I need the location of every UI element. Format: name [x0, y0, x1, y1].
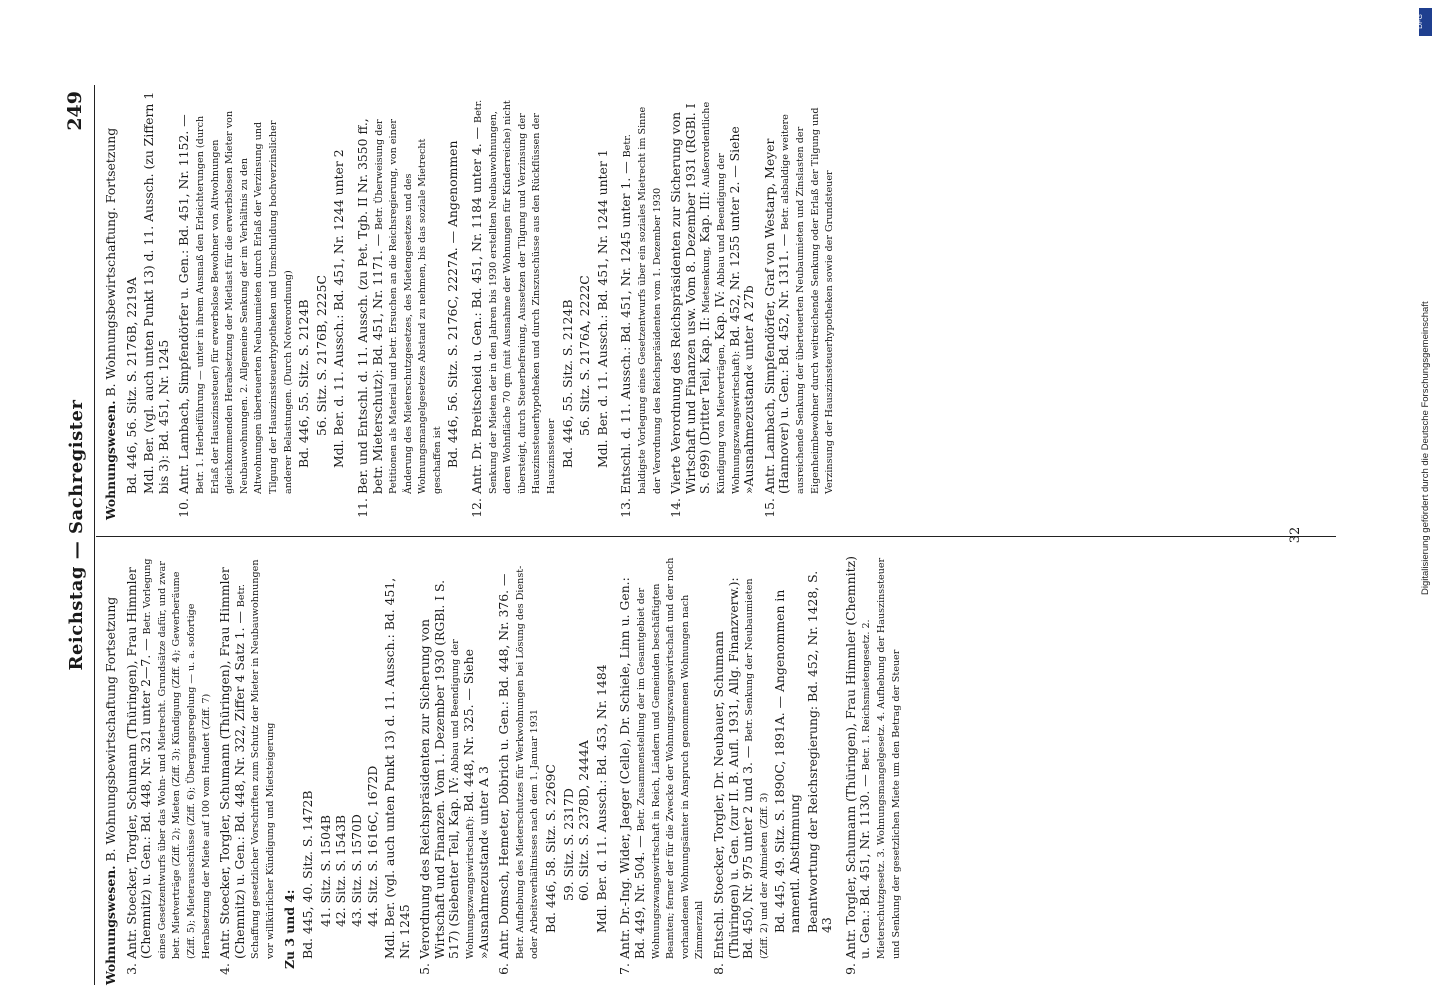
document-page — [60, 85, 1360, 985]
entry-5: 5. Verordnung des Reichspräsidenten zur Sicherung von Wirtschaft und Finanzen. Vom 1. Dezember 1930 (RGBl. I S. 517) (Siebenter Teil, Kap. IV: Abbau und Beendigung der Wohnungszwangswirtschaft): Bd. 448, Nr. 325. — Siehe »Ausnahmezustand« unter A 3 — [417, 579, 491, 975]
funding-note-text: Digitalisierung gefördert durch die Deutsche Forschungsgemeinschaft — [1420, 301, 1431, 595]
subheading: Zu 3 und 4: — [281, 889, 297, 969]
reference-line: Mdl. Ber. (vgl. auch unten Punkt 13) d. 11. Aussch.: Bd. 451, Nr. 1245 — [382, 577, 412, 959]
entry-7: 7. Antr. Dr.-Ing. Wider, Jaeger (Celle), Dr. Schiele, Linn u. Gen.: Bd. 449, Nr. 504. — Betr. Zusammenstellung der im Gesamtgebiet der Wohnungszwangswirtschaft in Reich, Ländern und Gemeinden beschäftigten Beamten; ferner der für die Zwecke der Wohnungszwangswirtschaft und der noch vorhandenen Wohnungsämter in Anspruch genommenen Wohnungen nach Zimmerzahl — [617, 557, 706, 975]
left-column — [104, 555, 906, 985]
header-title: Reichstag — Sachregister — [66, 399, 87, 671]
entry-13: 13. Entschl. d. 11. Aussch.: Bd. 451, Nr. 1245 unter 1. — Betr. baldigste Vorlegung eines Gesetzentwurfs über ein soziales Mietrecht im Sinne der Verordnung des Reichspräsidenten vom 1. Dezember 1930 — [618, 106, 663, 518]
reference-line: Mdl. Ber. (vgl. auch unten Punkt 13) d. 11. Aussch. (zu Ziffern 1 bis 3): Bd. 451, Nr. 1245 — [141, 91, 171, 494]
entry-10: 10. Antr. Lambach, Simpfendörfer u. Gen.: Bd. 451, Nr. 1152. — Betr. 1. Herbeiführung — unter in ihrem Ausmaß den Erleichterungen (durch Erlaß der Hauszinssteuer) für erwerbslose Bewohner von Altwohnungen gleichkommenden Herabsetzung der Mietlast für die erwerbslosen Mieter von Neubauwohnungen. 2. Allgemeine Senkung der im Verhältnis zu den Altwohnungen überteuerten Neubaumieten durch Erlaß der Verzinsung und Tilgung der Hauszinssteuerhypotheken und Umschuldung hochverzinslicher anderer Belastungen. (Durch Notverordnung) Bd. 446, 55. Sitz. S. 2124B 56. Sitz. S. 2176B, 2225C Mdl. Ber. d. 11. Aussch.: Bd. 451, Nr. 1244 unter 2 — [176, 110, 347, 518]
section-heading: Wohnungswesen. B. Wohnungsbewirtschaftung Fortsetzung — [103, 596, 118, 985]
dfg-logo: DFG — [1419, 8, 1432, 36]
column-divider — [96, 536, 1336, 537]
reference-line: 44. Sitz. S. 1616C, 1672D — [364, 765, 380, 927]
reference-line: Bd. 446, 56. Sitz. S. 2176B, 2219A — [123, 277, 139, 494]
reference-line: Bd. 445, 40. Sitz. S. 1472B — [300, 790, 316, 959]
entry-12: 12. Antr. Dr. Breitscheid u. Gen.: Bd. 451, Nr. 1184 unter 4. — Betr. Senkung der Mieten der in den Jahren bis 1930 erstellten Neubauwohnungen, deren Wohnfläche 70 qm (mit Ausnahme der Wohnungen für Kinderreiche) nicht übersteigt, durch Steuerbefreiung, Aussetzen der Tilgung und Verzinsung der Hauszinssteuerhypotheken und durch Zinszuschüsse aus den Rückflüssen der Hauszinssteuer Bd. 446, 55. Sitz. S. 2124B 56. Sitz. S. 2176A, 2222C Mdl. Ber. d. 11. Aussch.: Bd. 451, Nr. 1244 unter 1 — [469, 99, 610, 518]
entry-4: 4. Antr. Stoecker, Torgler, Schumann (Thüringen), Frau Himmler (Chemnitz) u. Gen.: Bd. 448, Nr. 322, Ziffer 4 Satz 1. — Betr. Schaffung gesetzlicher Vorschriften zum Schutz der Mieter in Neubauwohnungen vor willkürlicher Kündigung und Mietsteigerung — [217, 559, 276, 975]
reference-line: 43. Sitz. S. 1570D — [348, 814, 364, 927]
entry-6: 6. Antr. Domsch, Hemeter, Döbrich u. Gen.: Bd. 448, Nr. 376. — Betr. Aufhebung des Mieterschutzes für Werkwohnungen bei Lösung des Dienst- oder Arbeitsverhältnisses nach dem 1. Januar 1931 Bd. 446, 58. Sitz. S. 2269C 59. Sitz. S. 2317D 60. Sitz. S. 2378D, 2444A Mdl. Ber. d. 11. Aussch.: Bd. 453, Nr. 1484 — [496, 565, 609, 975]
entry-8: 8. Entschl. Stoecker, Torgler, Dr. Neubauer, Schumann (Thüringen) u. Gen. (zur II. B. Aufl. 1931, Allg. Finanzverw.): Bd. 450, Nr. 975 unter 2 und 3. — Betr. Senkung der Neubaumieten (Ziff. 2) und der Altmieten (Ziff. 3) Bd. 445, 49. Sitz. S. 1890C, 1891A. — Angenommen in namentl. Abstimmung Beantwortung der Reichsregierung: Bd. 452, Nr. 1428, S. 43 — [710, 570, 835, 975]
reference-line: 42. Sitz. S. 1543B — [333, 814, 349, 927]
page-number: 249 — [64, 91, 86, 131]
digitization-note — [1420, 0, 1432, 1000]
reference-line: 41. Sitz. S. 1504B — [317, 814, 333, 927]
entry-15: 15. Antr. Lambach, Simpfendörfer, Graf von Westarp, Meyer (Hannover) u. Gen.: Bd. 452, Nr. 1311. — Betr. alsbaldige weitere ausreichende Senkung der überteuerten Neubaumieten und Zinslasten der Eigenheimbewohner durch weitreichende Senkung oder Erlaß der Tilgung und Verzinsung der Hauszinssteuerhypotheken sowie der Grundsteuer — [761, 107, 836, 518]
right-column — [104, 90, 840, 520]
entry-3: 3. Antr. Stoecker, Torgler, Schumann (Thüringen), Frau Himmler (Chemnitz) u. Gen.: Bd. 448, Nr. 321 unter 2—7. — Betr. Vorlegung eines Gesetzentwurfs über das Wohn- und Mietrecht. Grundsätze dafür, und zwar betr. Mietverträge (Ziff. 2); Mieten (Ziff. 3); Kündigung (Ziff. 4); Gewerberäume (Ziff. 5); Mieterausschüsse (Ziff. 6); Übergangsregelung — u. a. sofortige Herabsetzung der Miete auf 100 vom Hundert (Ziff. 7) — [123, 558, 212, 975]
entry-14: 14. Vierte Verordnung des Reichspräsidenten zur Sicherung von Wirtschaft und Finanzen usw. Vom 8. Dezember 1931 (RGBl. I S. 699) (Dritter Teil, Kap. II: Mietsenkung, Kap. III: Außerordentliche Kündigung von Mietverträgen, Kap. IV: Abbau und Beendigung der Wohnungszwangswirtschaft): Bd. 452, Nr. 1255 unter 2. — Siehe »Ausnahmezustand« unter A 27b — [668, 101, 757, 518]
entry-9: 9. Antr. Torgler, Schumann (Thüringen), Frau Himmler (Chemnitz) u. Gen.: Bd. 451, Nr. 1130. — Betr. 1. Reichsmietengesetz. 2. Mieterschutzgesetz. 3. Wohnungsmangelgesetz. 4. Aufhebung der Hauszinssteuer und Senkung der gesetzlichen Miete um den Betrag der Steuer — [842, 556, 902, 975]
header-rule — [94, 85, 95, 985]
entry-11: 11. Ber. und Entschl. d. 11. Aussch. (zu Pet. Tgb. II Nr. 3550 ff., betr. Mieterschutz): Bd. 451, Nr. 1171. — Betr. Überweisung der Petitionen als Material und betr. Ersuchen an die Reichsregierung, von einer Änderung des Mieterschutzgesetzes, des Mietengesetzes und des Wohnungsmangelgesetzes Abstand zu nehmen, bis das soziale Mietrecht geschaffen ist Bd. 446, 56. Sitz. S. 2176C, 2227A. — Angenommen — [354, 118, 461, 518]
section-heading: Wohnungswesen. B. Wohnungsbewirtschaftung. Fortsetzung — [103, 127, 118, 520]
page-header — [60, 85, 100, 985]
signature-mark: 32 — [1288, 526, 1303, 544]
